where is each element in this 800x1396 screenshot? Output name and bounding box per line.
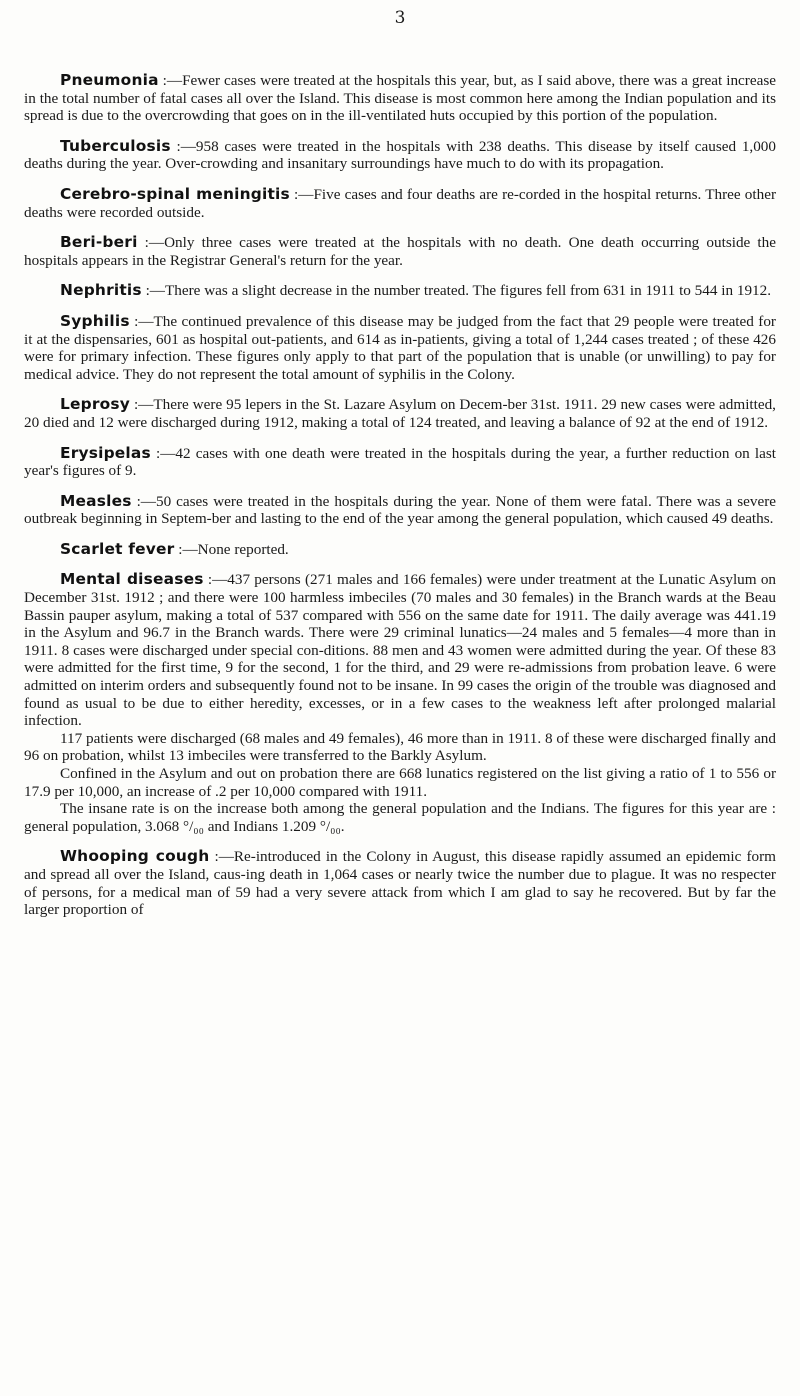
section-scarlet-fever xyxy=(24,541,776,559)
paragraph xyxy=(24,848,776,918)
heading-separator: :— xyxy=(289,185,314,203)
section-heading: Whooping cough xyxy=(60,847,210,866)
section-tuberculosis xyxy=(24,138,776,173)
paragraph xyxy=(24,493,776,528)
section-heading: Erysipelas xyxy=(60,443,151,462)
section-heading: Mental diseases xyxy=(60,570,204,589)
heading-separator: :— xyxy=(131,492,156,510)
section-measles xyxy=(24,493,776,528)
heading-separator: :— xyxy=(130,396,154,414)
section-erysipelas xyxy=(24,445,776,480)
section-heading: Tuberculosis xyxy=(60,136,171,155)
heading-separator: :— xyxy=(137,234,165,252)
paragraph-text: None reported. xyxy=(197,540,289,558)
paragraph xyxy=(24,72,776,125)
paragraph xyxy=(24,186,776,221)
section-heading: Cerebro-spinal meningitis xyxy=(60,184,290,203)
paragraph xyxy=(24,396,776,431)
section-leprosy xyxy=(24,396,776,431)
paragraph xyxy=(24,571,776,729)
heading-separator: :— xyxy=(170,137,196,155)
section-pneumonia xyxy=(24,72,776,125)
heading-separator: :— xyxy=(141,282,165,300)
section-heading: Beri-beri xyxy=(60,233,138,252)
paragraph: Confined in the Asylum and out on probation there are 668 lunatics registered on the list giving a ratio of 1 to 556 or 17.9 per 10,000, an increase of .2 per 10,000 compared with 1911. xyxy=(24,765,776,800)
paragraph xyxy=(24,138,776,173)
section-heading: Measles xyxy=(60,491,132,510)
paragraph-text: Fewer cases were treated at the hospitals this year, but, as I said above, there was a great increase in the total number of fatal cases all over the Island. This disease is most common here among the Indian population and its spread is due to the overcrowding that goes on in the ill-ventilated huts occupied by this portion of the population. xyxy=(24,72,776,125)
paragraph xyxy=(24,541,776,559)
paragraph-text: The continued prevalence of this disease may be judged from the fact that 29 people were treated for it at the dispensaries, 601 as hospital out-patients, and 614 as in-patients, giving a total of 1,244 cases treated ; of these 426 were for primary infection. These figures only apply to that part of the population that is unable (or unwilling) to pay for medical advice. They do not represent the total amount of syphilis in the Colony. xyxy=(24,312,776,383)
paragraph-text: There were 95 lepers in the St. Lazare Asylum on Decem-ber 31st. 1911. 29 new cases were admitted, 20 died and 12 were discharged during 1912, making a total of 124 treated, and leaving a balance of 92 at the end of 1912. xyxy=(24,396,776,431)
paragraph-text: 437 persons (271 males and 166 females) were under treatment at the Lunatic Asylum on December 31st. 1912 ; and there were 100 harmless imbeciles (70 males and 30 females) in the Branch wards at the Beau Bassin pauper asylum, making a total of 537 compared with 556 on the same date for 1911. The daily average was 441.19 in the Asylum and 96.7 in the Branch wards. There were 29 criminal lunatics—24 males and 5 females—4 more than in 1911. 8 cases were discharged under special con-ditions. 88 men and 43 women were admitted during the year. Of these 83 were admitted for the first time, 9 for the second, 1 for the third, and 29 were re-admissions from probation leave. 6 were admitted on interim orders and subsequently found not to be insane. In 99 cases the origin of the trouble was diagnosed and found as usual to be due to either heredity, excesses, or in a few cases to the weakness left after prolonged malarial infection. xyxy=(24,571,777,730)
heading-separator: :— xyxy=(158,72,183,89)
paragraph xyxy=(24,313,776,383)
section-cerebro-spinal-meningitis xyxy=(24,186,776,221)
section-beri-beri xyxy=(24,234,776,269)
heading-separator: :— xyxy=(129,312,154,330)
section-whooping-cough xyxy=(24,848,776,918)
section-heading: Pneumonia xyxy=(60,71,159,89)
heading-separator: :— xyxy=(203,571,228,589)
paragraph xyxy=(24,282,776,300)
section-heading: Leprosy xyxy=(60,395,131,414)
heading-separator: :— xyxy=(174,540,198,558)
section-mental-diseases xyxy=(24,571,776,835)
section-heading: Syphilis xyxy=(60,311,130,330)
section-heading: Nephritis xyxy=(60,281,142,300)
paragraph: 117 patients were discharged (68 males and 49 females), 46 more than in 1911. 8 of these were discharged finally and 96 on probation, whilst 13 imbeciles were transferred to the Barkly Asylum. xyxy=(24,729,776,765)
section-nephritis xyxy=(24,282,776,300)
paragraph-text: 958 cases were treated in the hospitals with 238 deaths. This disease by itself caused 1,000 deaths during the year. Over-crowding and insanitary surroundings have much to do with its propagation. xyxy=(24,137,776,173)
section-syphilis xyxy=(24,313,776,383)
paragraph: The insane rate is on the increase both among the general population and the Indians. The figures for this year are : general population, 3.068 °/₀₀ and Indians 1.209 °/₀₀. xyxy=(24,800,776,835)
heading-separator: :— xyxy=(150,444,176,462)
paragraph-text: There was a slight decrease in the number treated. The figures fell from 631 in 1911 to 544 in 1912. xyxy=(164,282,772,300)
paragraph-text: Five cases and four deaths are re-corded in the hospital returns. Three other deaths were recorded outside. xyxy=(24,185,776,221)
heading-separator: :— xyxy=(209,848,234,866)
paragraph xyxy=(24,234,776,269)
paragraph-text: Only three cases were treated at the hospitals with no death. One death occurring outside the hospitals appears in the Registrar General's return for the year. xyxy=(24,234,776,269)
report-body xyxy=(24,72,776,932)
paragraph-text: 50 cases were treated in the hospitals during the year. None of them were fatal. There was a severe outbreak beginning in Septem-ber and lasting to the end of the year among the general population, which caused 49 deaths. xyxy=(24,492,776,528)
page-number: 3 xyxy=(394,8,406,28)
paragraph xyxy=(24,445,776,480)
section-heading: Scarlet fever xyxy=(60,539,175,558)
paragraph-text: 42 cases with one death were treated in the hospitals during the year, a further reduction on last year's figures of 9. xyxy=(24,444,776,480)
paragraph-text: Re-introduced in the Colony in August, this disease rapidly assumed an epidemic form and spread all over the Island, caus-ing death in 1,064 cases or nearly twice the number due to plague. It was no respecter of persons, for a medical man of 59 had a very severe attack from which I am glad to say he recovered. But by far the larger proportion of xyxy=(24,848,776,919)
